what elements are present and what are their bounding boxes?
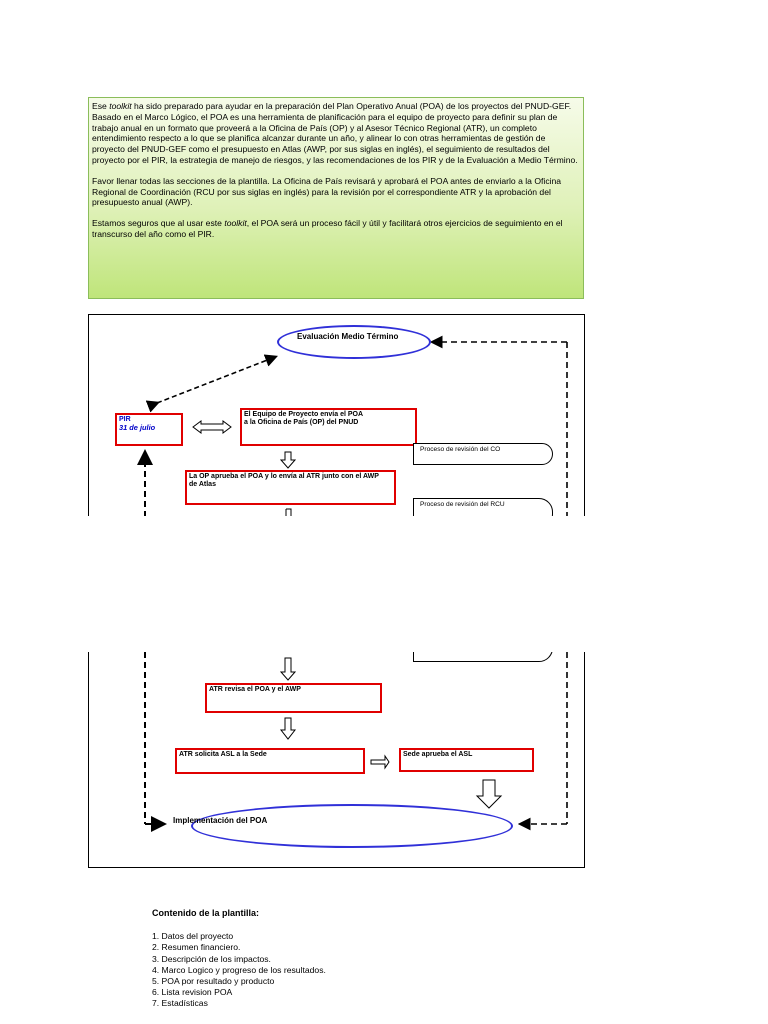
sede-down-arrow xyxy=(477,780,501,808)
intro-paragraph-1 xyxy=(92,101,580,166)
intro-p1-toolkit: toolkit xyxy=(109,101,132,111)
contents-item: 4. Marco Logico y progreso de los resultados. xyxy=(152,964,326,975)
contents-item: 2. Resumen financiero. xyxy=(152,942,241,953)
op-aprueba-box xyxy=(185,470,396,505)
evaluacion-ellipse xyxy=(277,325,431,359)
intro-paragraph-2: Favor llenar todas las secciones de la plantilla. La Oficina de País revisará y aprobará el POA antes de enviarlo a la Oficina Regional de Coordinación (RCU por sus siglas en inglés) para la revisión por el correspondiente ATR y la aprobación del presupuesto anual (AWP). xyxy=(92,175,562,208)
equipo-line1: El Equipo de Proyecto envía el POA xyxy=(244,411,364,418)
contents-item: 3. Descripción de los impactos. xyxy=(152,953,271,964)
proceso-co-text: Proceso de revisión del CO xyxy=(420,446,501,453)
contents-title: Contenido de la plantilla: xyxy=(152,908,260,918)
pir-equipo-double-arrow xyxy=(193,421,231,433)
contents-item: 6. Lista revision POA xyxy=(152,987,233,998)
intro-p1-text-b: ha sido preparado para ayudar en la preparación del Plan Operativo Anual (POA) de los proyectos del PNUD-GEF. Basado en el Marco Lógico, el POA es una herramienta de planificación para el equipo de proyecto para definir su plan de trabajo anual en un formato que proveerá a la Oficina de País (OP) y al Asesor Técnico Regional (ATR), un completo entendimiento respecto a lo que se planifica alcanzar durante un año, y alinear lo con otras herramientas de gestión de proyecto del PNUD-GEF como el presupuesto en Atlas (AWP, por sus siglas en inglés), el seguimiento de resultados del proyecto por el PIR, la estrategia de manejo de riesgos, y las recomendaciones de los PIR y de la Evaluación a Medio Término. xyxy=(92,101,578,165)
equipo-down-arrow xyxy=(281,452,295,468)
sede-aprueba-box xyxy=(399,748,534,772)
contents-list xyxy=(152,931,326,1009)
sede-aprueba-text: Sede aprueba el ASL xyxy=(403,751,473,758)
op-aprueba-line2: de Atlas xyxy=(189,481,216,488)
intro-p3-toolkit: toolkit xyxy=(224,218,247,229)
atr-solicita-text: ATR solicita ASL a la Sede xyxy=(179,751,267,758)
atr-revisa-text: ATR revisa el POA y el AWP xyxy=(209,686,301,693)
flow-diagram-bottom xyxy=(88,652,585,868)
pir-box xyxy=(115,413,183,446)
pir-eval-dashed-arrow xyxy=(157,357,275,403)
op-aprueba-line1: La OP aprueba el POA y lo envía al ATR junto con el AWP xyxy=(189,473,379,480)
implementacion-ellipse xyxy=(191,804,513,848)
proceso-rcu-callout xyxy=(413,498,553,516)
rcu-down-arrow xyxy=(281,658,295,680)
atr-sede-right-arrow xyxy=(371,756,389,768)
atr-revisa-box xyxy=(205,683,382,713)
pir-date: 31 de julio xyxy=(119,423,156,432)
equipo-line2: a la Oficina de País (OP) del PNUD xyxy=(244,419,359,426)
proceso-rcu-callout-bottom xyxy=(413,652,553,662)
intro-p3-text-a: Estamos seguros que al usar este xyxy=(92,218,225,229)
op-down-arrow-partial xyxy=(286,509,291,516)
contents-item: 5. POA por resultado y producto xyxy=(152,976,275,987)
intro-box xyxy=(88,97,584,299)
equipo-box xyxy=(240,408,417,446)
intro-p1-text-a: Ese xyxy=(92,101,110,111)
flow-diagram-top xyxy=(88,314,585,516)
intro-p3-text-b: , el POA será un proceso fácil y útil y facilitará otros ejercicios de seguimiento en el transcurso del año como el PIR. xyxy=(92,218,563,239)
proceso-rcu-text: Proceso de revisión del RCU xyxy=(420,501,505,508)
atr-revisa-down-arrow xyxy=(281,718,295,739)
proceso-co-callout xyxy=(413,443,553,465)
plantilla-contents xyxy=(152,908,326,1010)
intro-paragraph-3 xyxy=(92,218,580,240)
contents-item: 7. Estadísticas xyxy=(152,998,208,1009)
atr-solicita-box xyxy=(175,748,365,774)
pir-title: PIR xyxy=(119,416,131,423)
evaluacion-label: Evaluación Medio Término xyxy=(297,332,399,341)
implementacion-label: Implementación del POA xyxy=(173,816,268,825)
contents-item: 1. Datos del proyecto xyxy=(152,931,234,942)
